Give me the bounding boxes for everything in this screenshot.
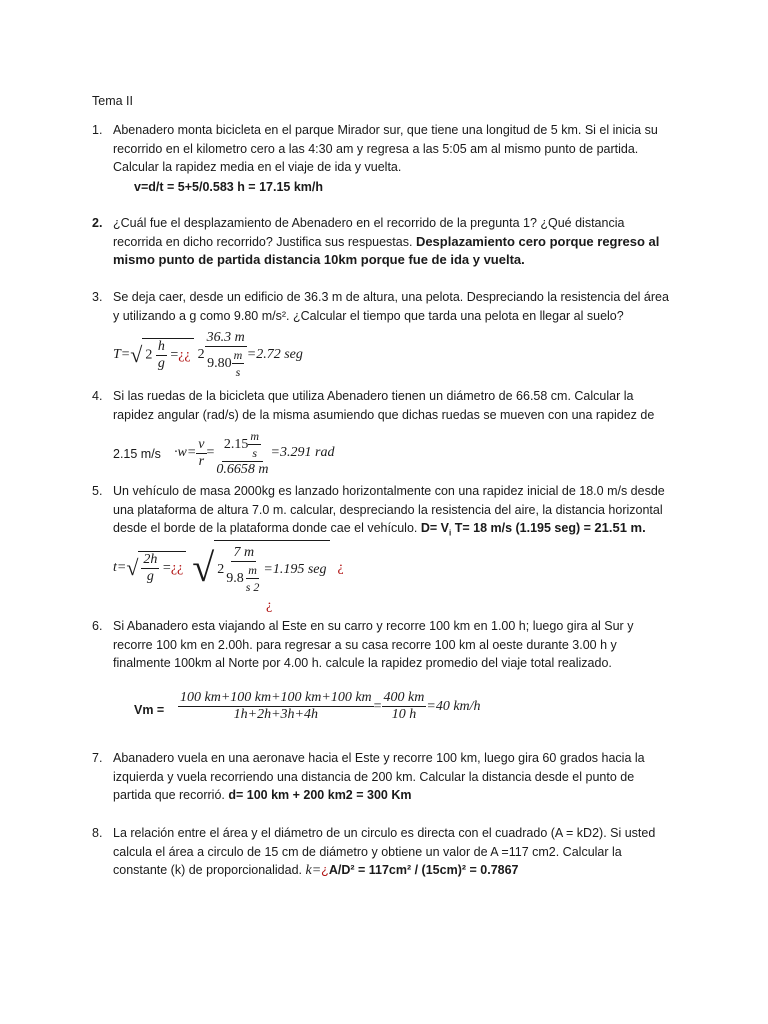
q2-number: 2.: [92, 216, 103, 230]
document-title: Tema II: [92, 94, 133, 108]
q3-frac-num: 36.3 m: [206, 330, 245, 345]
q3-den-m: m: [233, 348, 243, 362]
q5-answer: [420, 520, 646, 538]
q2-block: [113, 214, 673, 270]
q4-frac-r: r: [198, 453, 205, 469]
q5-frac-g: g: [146, 568, 154, 584]
q5-answer-pre: D= V: [420, 521, 450, 535]
q6-frac-main: [178, 690, 374, 723]
q5-frac-2hg: [141, 552, 159, 585]
q5-answer-sub: i: [449, 528, 452, 538]
q6-formula-result: =40 km/h: [426, 698, 481, 714]
q6-frac2-num: 400 km: [383, 690, 425, 705]
q4-formula: [174, 428, 334, 478]
q4-formula-w: ·w=: [174, 445, 197, 460]
q3-frac-g: g: [157, 356, 165, 371]
q8-block: [113, 824, 673, 881]
q2-answer: Desplazamiento cero porque regreso al mismo punto de partida distancia 10km porque fue de ida y vuelta.: [113, 233, 660, 267]
q3-sqrt-body: [142, 338, 193, 372]
q5-frac-main: [224, 545, 263, 595]
q3-den-value: 9.80: [207, 355, 232, 371]
q4-frac-main: [214, 428, 270, 478]
q3-text: Se deja caer, desde un edificio de 36.3 m de altura, una pelota. Despreciando la resistencia del área y utilizando a g como 9.80 m/s². ¿Calcular el tiempo que tarda una pelota en llegar al suelo?: [113, 290, 669, 323]
q5-frac-den: [224, 562, 263, 595]
q4-frac-den: 0.6658 m: [216, 462, 269, 477]
q7-number: 7.: [92, 751, 103, 765]
q5-formula-result: =1.195 seg: [263, 562, 327, 577]
q3-frac-h: h: [157, 339, 165, 354]
q5-frac-2h: 2h: [143, 551, 158, 567]
q4-frac-v: v: [198, 436, 205, 452]
q3-frac-hg: [156, 339, 167, 372]
q5-formula-two: 2: [217, 562, 225, 577]
q8-k-red: ¿: [321, 863, 329, 877]
q4-frac-num: [222, 428, 263, 462]
q4-num-unit: [248, 428, 261, 461]
q5-formula: [113, 540, 344, 595]
q4-speed: 2.15 m/s: [113, 447, 161, 461]
q1-text: Abenadero monta bicicleta en el parque Mirador sur, que tiene una longitud de 5 km. Si el inicia su recorrido en el kilometro cero a las 4:30 am y regresa a las 5:05 am al mismo punto de partida. Calcular la rapidez media en el viaje de ida y vuelta.: [113, 123, 658, 174]
q3-formula-red: ¿¿: [178, 347, 191, 363]
q1-answer: v=d/t = 5+5/0.583 h = 17.15 km/h: [134, 180, 324, 194]
q4-text: Si las ruedas de la bicicleta que utiliza Abenadero tienen un diámetro de 66.58 cm. Calcular la rapidez angular (rad/s) de la misma asumiendo que dichas ruedas se mueven con una rapidez de: [113, 389, 655, 422]
q8-k: k=: [305, 863, 322, 878]
q8-number: 8.: [92, 826, 103, 840]
q3-formula-two: 2: [197, 347, 205, 362]
q6-text: Si Abanadero esta viajando al Este en su carro y recorre 100 km en 1.00 h; luego gira al Sur y recorre 100 km en 2.00h. para regresar a su casa recorre 100 km al oeste durante 3.00 h y finalmente 100km al Norte por 4.00 h. calcule la rapidez promedio del viaje total realizado.: [113, 619, 634, 670]
q7-answer: d= 100 km + 200 km2 = 300 Km: [228, 788, 412, 802]
q3-den-unit: [232, 347, 245, 380]
q5-den-s2: s 2: [245, 580, 260, 594]
q5-sqrt-body-2: [214, 540, 329, 595]
q6-frac-den: 1h+2h+3h+4h: [233, 707, 318, 722]
q5-formula-red-3: ¿: [266, 598, 273, 613]
q7-block: [113, 749, 673, 805]
q4-frac-vr: [196, 437, 206, 470]
q2-text: ¿Cuál fue el desplazamiento de Abenadero en el recorrido de la pregunta 1? ¿Qué distancia recorrida en dicho recorrido? Justifica sus respuestas.: [113, 216, 625, 249]
q5-formula-red-2: ¿: [337, 559, 344, 575]
q6-frac-num: 100 km+100 km+100 km+100 km: [180, 690, 372, 705]
q4-num-m: m: [250, 429, 260, 443]
q5-sqrt-sign-2: √: [192, 544, 215, 590]
q5-frac-num: 7 m: [233, 545, 255, 560]
q5-answer-result: 21.51 m.: [594, 520, 646, 535]
q4-formula-result: =3.291 rad: [270, 445, 335, 460]
q5-den-value: 9.8: [226, 570, 244, 586]
q3-formula-eq: =: [170, 347, 179, 363]
q5-formula-red: ¿¿: [170, 560, 184, 576]
q3-formula-result: =2.72 seg: [246, 347, 303, 362]
q3-frac-den: [205, 347, 246, 380]
q3-sqrt-sign: √: [130, 342, 143, 367]
q8-text: La relación entre el área y el diámetro de un circulo es directa con el cuadrado (A = kD2). Si usted calcula el área a circulo de 15 cm de diámetro y obtiene un valor de A =117 cm2. Calcular la constante (k) de proporcionalidad.: [113, 826, 656, 877]
q5-number: 5.: [92, 484, 103, 498]
q4-num-value: 2.15: [223, 436, 249, 452]
q5-formula-t: t=: [113, 559, 127, 575]
q3-formula-T: T=: [113, 347, 131, 362]
q4-num-s: s: [252, 446, 258, 460]
q3-frac-main: [205, 330, 247, 380]
q3-formula-2: 2: [145, 347, 153, 363]
q6-frac2-den: 10 h: [391, 707, 417, 722]
q6-formula: [178, 690, 481, 723]
q8-answer: A/D² = 117cm² / (15cm)² = 0.7867: [328, 863, 519, 877]
q1-number: 1.: [92, 123, 103, 137]
q4-number: 4.: [92, 389, 103, 403]
q6-frac-second: [382, 690, 427, 723]
q6-number: 6.: [92, 619, 103, 633]
q3-formula: [113, 330, 303, 380]
q7-text: Abanadero vuela en una aeronave hacia el Este y recorre 100 km, luego gira 60 grados hacia la izquierda y vuela recorriendo una distancia de 200 km. Calcular la distancia desde el punto de partida que recorrió.: [113, 751, 645, 802]
q3-den-s: s: [235, 365, 241, 379]
q3-number: 3.: [92, 290, 103, 304]
q5-block: [113, 482, 673, 543]
q5-sqrt-sign: √: [126, 554, 139, 580]
q5-den-unit: [244, 562, 262, 595]
q6-formula-eq: =: [373, 698, 382, 714]
q5-text: Un vehículo de masa 2000kg es lanzado horizontalmente con una rapidez inicial de 18.0 m/s desde una plataforma de altura 7.0 m. calcular, despreciando la resistencia del aire, la distancia horizontal desde el borde de la plataforma donde cae el vehículo.: [113, 484, 665, 535]
q5-answer-post: T= 18 m/s (1.195 seg) =: [451, 521, 595, 535]
q6-vm-label: Vm =: [134, 703, 165, 717]
q5-den-m: m: [248, 563, 257, 577]
q4-formula-eq: =: [206, 445, 215, 460]
q5-formula-eq: =: [162, 560, 171, 576]
q5-sqrt-body: [138, 551, 186, 585]
